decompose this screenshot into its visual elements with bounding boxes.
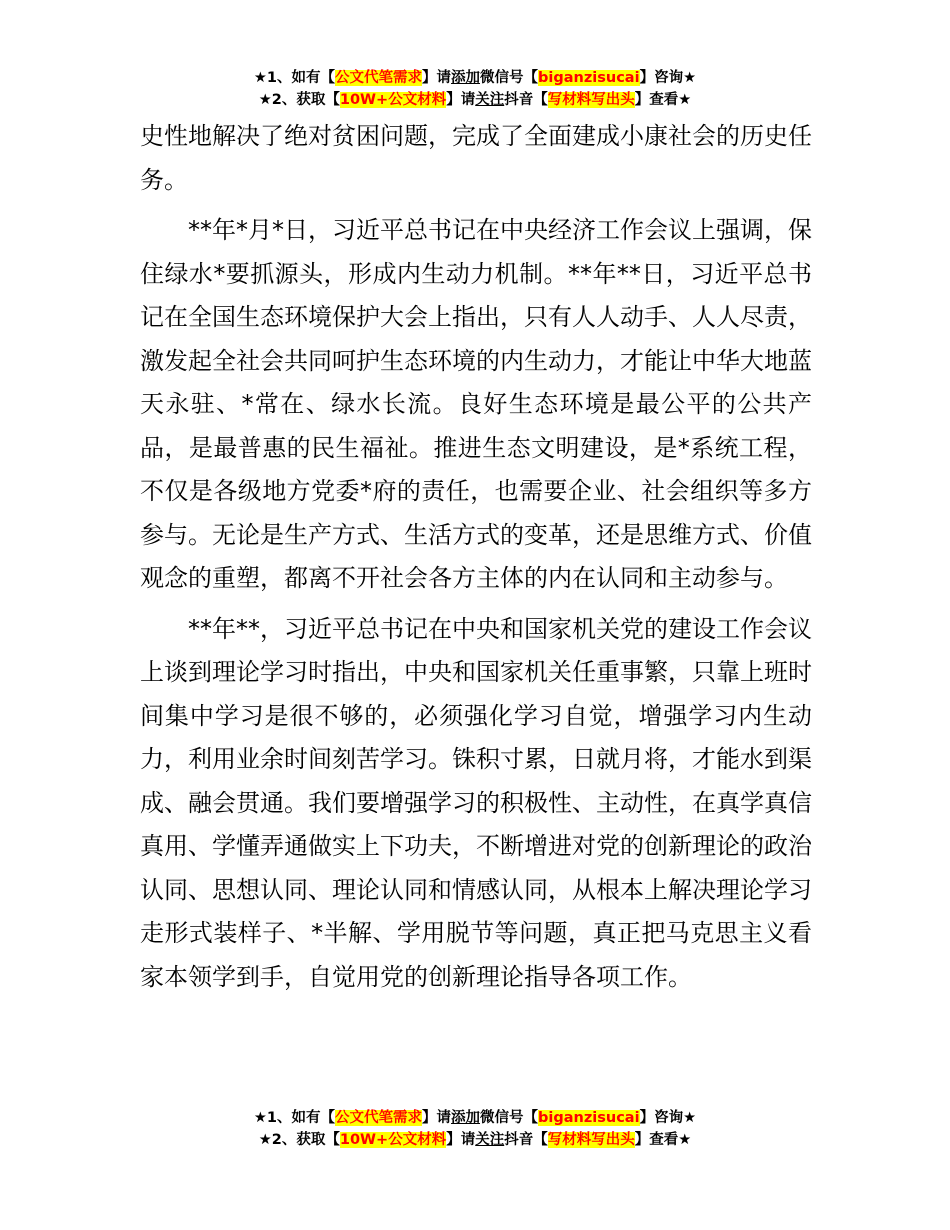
highlight-service: 公文代笔需求 bbox=[335, 1110, 423, 1126]
banner-line-1 bbox=[0, 67, 950, 89]
paragraph: 史性地解决了绝对贫困问题，完成了全面建成小康社会的历史任务。 bbox=[140, 122, 812, 194]
footer-banner bbox=[0, 1107, 950, 1151]
banner-text: ★1、如有【 bbox=[253, 70, 336, 86]
banner-underlined-text: 添加 bbox=[451, 1110, 481, 1126]
highlight-wechat-id: biganzisucai bbox=[538, 1110, 640, 1126]
banner-underlined-text: 添加 bbox=[451, 70, 481, 86]
header-banner bbox=[0, 67, 950, 111]
banner-text: 】请 bbox=[422, 1110, 452, 1126]
banner-line-2 bbox=[0, 1129, 950, 1151]
banner-text: 微信号【 bbox=[480, 70, 539, 86]
banner-text: 微信号【 bbox=[480, 1110, 539, 1126]
banner-line-1 bbox=[0, 1107, 950, 1129]
highlight-materials: 10W+公文材料 bbox=[339, 1132, 447, 1148]
banner-text: 抖音【 bbox=[504, 92, 548, 108]
paragraph: **年*月*日，习近平总书记在中央经济工作会议上强调，保住绿水*要抓源头，形成内生动力机制。**年**日，习近平总书记在全国生态环境保护大会上指出，只有人人动手、人人尽责，激发起全社会共同呵护生态环境的内生动力，才能让中华大地蓝天永驻、*常在、绿水长流。良好生态环境是最公平的公共产品，是最普惠的民生福祉。推进生态文明建设，是*系统工程，不仅是各级地方党委*府的责任，也需要企业、社会组织等多方参与。无论是生产方式、生活方式的变革，还是思维方式、价值观念的重塑，都离不开社会各方主体的内在认同和主动参与。 bbox=[140, 216, 812, 592]
banner-text: ★2、获取【 bbox=[258, 92, 340, 108]
banner-underlined-text: 关注 bbox=[475, 92, 505, 108]
banner-text: 】请 bbox=[446, 1132, 476, 1148]
highlight-douyin-account: 写材料写出头 bbox=[547, 1132, 635, 1148]
banner-text: 】查看★ bbox=[634, 1132, 692, 1148]
highlight-service: 公文代笔需求 bbox=[335, 70, 423, 86]
banner-text: ★1、如有【 bbox=[253, 1110, 336, 1126]
banner-text: 】请 bbox=[446, 92, 476, 108]
highlight-wechat-id: biganzisucai bbox=[538, 70, 640, 86]
banner-underlined-text: 关注 bbox=[475, 1132, 505, 1148]
banner-text: 】咨询★ bbox=[639, 70, 697, 86]
highlight-douyin-account: 写材料写出头 bbox=[547, 92, 635, 108]
banner-text: 】查看★ bbox=[634, 92, 692, 108]
document-body bbox=[140, 115, 812, 1006]
highlight-materials: 10W+公文材料 bbox=[339, 92, 447, 108]
paragraph: **年**，习近平总书记在中央和国家机关党的建设工作会议上谈到理论学习时指出，中央和国家机关任重事繁，只靠上班时间集中学习是很不够的，必须强化学习自觉，增强学习内生动力，利用业余时间刻苦学习。铢积寸累，日就月将，才能水到渠成、融会贯通。我们要增强学习的积极性、主动性，在真学真信真用、学懂弄通做实上下功夫，不断增进对党的创新理论的政治认同、思想认同、理论认同和情感认同，从根本上解决理论学习走形式装样子、*半解、学用脱节等问题，真正把马克思主义看家本领学到手，自觉用党的创新理论指导各项工作。 bbox=[140, 614, 812, 991]
banner-line-2 bbox=[0, 89, 950, 111]
banner-text: 】咨询★ bbox=[639, 1110, 697, 1126]
banner-text: ★2、获取【 bbox=[258, 1132, 340, 1148]
banner-text: 】请 bbox=[422, 70, 452, 86]
banner-text: 抖音【 bbox=[504, 1132, 548, 1148]
